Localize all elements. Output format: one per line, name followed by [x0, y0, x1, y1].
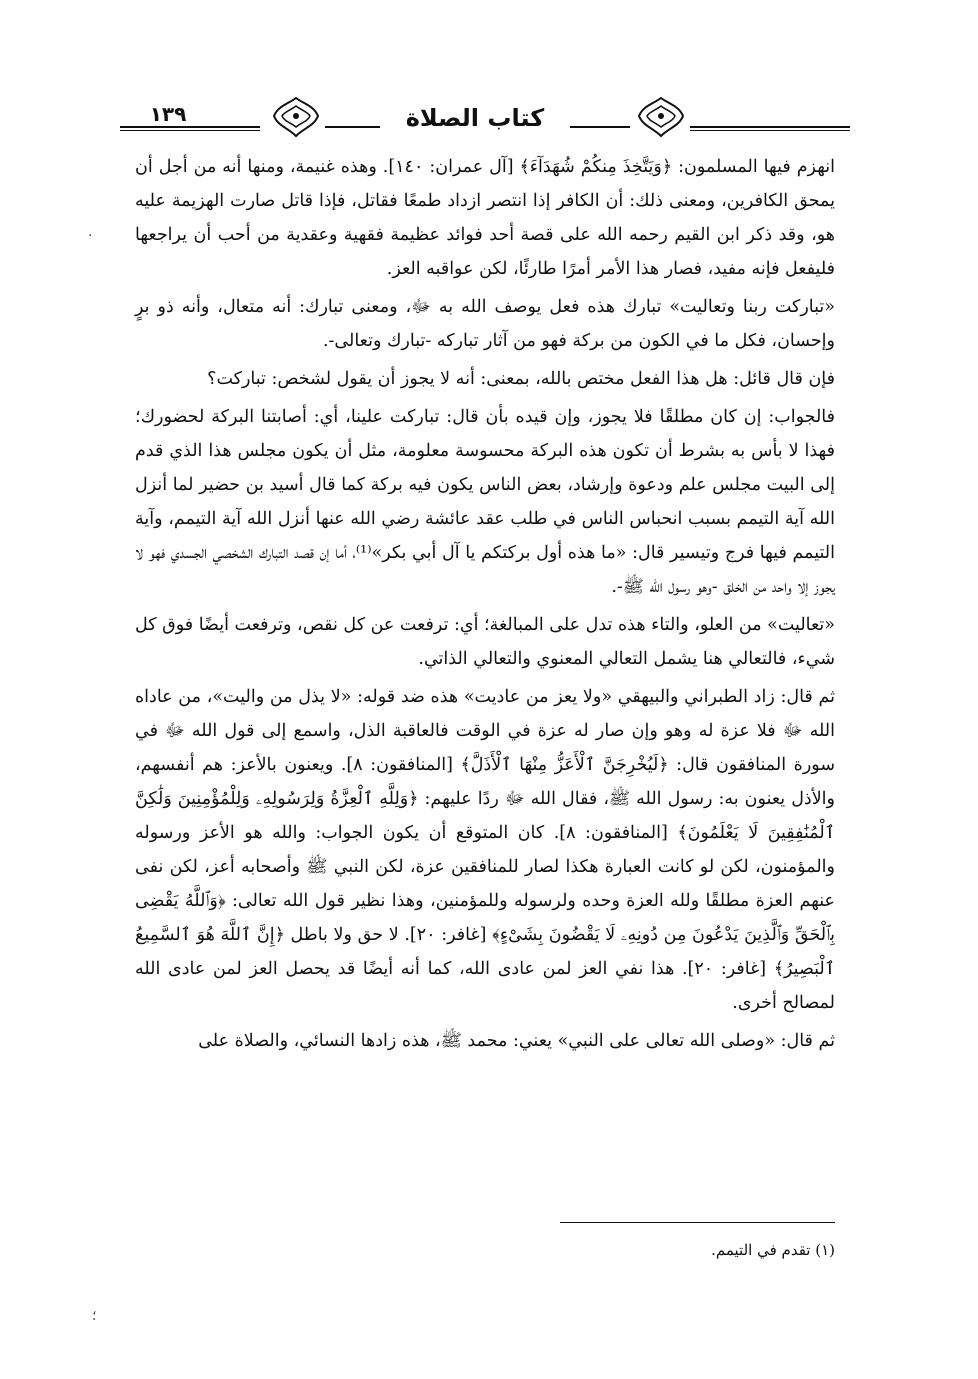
footnote: (١) تقدم في التيمم.	[711, 1241, 835, 1259]
header-rule-left	[120, 126, 260, 128]
header-rule-mid-left	[325, 126, 380, 128]
header-rule-left-thin	[120, 130, 260, 131]
margin-mark-top: ·	[88, 228, 93, 244]
ornament-right-icon	[635, 94, 687, 140]
header-rule-right	[690, 126, 850, 128]
book-title: كتاب الصلاة	[405, 104, 545, 132]
paragraph: ثم قال: زاد الطبراني والبيهقي «ولا يعز من عاديت» هذه ضد قوله: «لا يذل من واليت»، من عاداه الله ﷻ فلا عزة له وهو وإن صار له عزة في الوقت فالعاقبة الذل، واسمع إلى قول الله ﷻ في سورة المنافقون قال: ﴿لَيُخْرِجَنَّ ٱلْأَعَزُّ مِنْهَا ٱلْأَذَلَّ﴾ [المنافقون: ٨]. ويعنون بالأعز: هم أنفسهم، والأذل يعنون به: رسول الله ﷺ، فقال الله ﷻ ردًا عليهم: ﴿وَلِلَّهِ ٱلْعِزَّةُ وَلِرَسُولِهِۦ وَلِلْمُؤْمِنِينَ وَلَٰكِنَّ ٱلْمُنَٰفِقِينَ لَا يَعْلَمُونَ﴾ [المنافقون: ٨]. كان المتوقع أن يكون الجواب: والله هو الأعز ورسوله والمؤمنون، لكن لو كانت العبارة هكذا لصار للمنافقين عزة، لكن النبي ﷺ وأصحابه أعز، لكن نفى عنهم العزة مطلقًا ولله العزة وحده ولرسوله وللمؤمنين، وهذا نظير قول الله تعالى: ﴿وَٱللَّهُ يَقْضِى بِٱلْحَقِّ وَٱلَّذِينَ يَدْعُونَ مِن دُونِهِۦ لَا يَقْضُونَ بِشَىْءٍ﴾ [غافر: ٢٠]. لا حق ولا باطل ﴿إِنَّ ٱللَّهَ هُوَ ٱلسَّمِيعُ ٱلْبَصِيرُ﴾ [غافر: ٢٠]. هذا نفي العز لمن عادى الله، كما أنه أيضًا قد يحصل العز لمن عادى الله لمصالح أخرى.	[135, 687, 835, 1013]
paragraph: انهزم فيها المسلمون: ﴿وَيَتَّخِذَ مِنكُمْ شُهَدَآءَ﴾ [آل عمران: ١٤٠]. وهذه غنيمة، ومنها أنه من أجل أن يمحق الكافرين، ومعنى ذلك: أن الكافر إذا انتصر ازداد طمعًا فقاتل، فإذا قاتل صارت الهزيمة عليه هو، وقد ذكر ابن القيم رحمه الله على قصة أحد فوائد عظيمة فقهية وعقدية من أحب أن يراجعها فليفعل فإنه مفيد، فصار هذا الأمر أمرًا طارئًا، لكن عواقبه العز.	[135, 157, 835, 279]
ornament-left-icon	[270, 94, 322, 140]
header-rule-right-thin	[690, 130, 850, 131]
paragraph: «تباركت ربنا وتعاليت» تبارك هذه فعل يوصف الله به ﷻ، ومعنى تبارك: أنه متعال، وأنه ذو برٍ وإحسان، فكل ما في الكون من بركة فهو من آثار تباركه -تبارك وتعالى-.	[135, 297, 835, 351]
paragraph: فالجواب: إن كان مطلقًا فلا يجوز، وإن قيده بأن قال: تباركت علينا، أي: أصابتنا البركة لحضورك؛ فهذا لا بأس به بشرط أن تكون هذه البركة محسوسة معلومة، مثل أن يكون مجلس هذا الذي قدم إلى البيت مجلس علم ودعوة وإرشاد، بعض الناس يكون فيه بركة كما قال أسيد بن حضير لما أنزل الله آية التيمم بسبب انحباس الناس في طلب عقد عائشة رضي الله عنها أنزل الله آية التيمم، وآية التيمم فيها فرج وتيسير قال: «ما هذه أول بركتكم يا آل أبي بكر»⁽¹⁾، أما إن قصد التبارك الشخصي الجسدي فهو لا يجوز إلا واحد من الخلق -وهو رسول الله ﷺ-.	[135, 407, 835, 597]
header-rule-mid-right	[570, 126, 630, 128]
margin-mark-bottom: ؛	[92, 1308, 97, 1324]
paragraph: «تعاليت» من العلو، والتاء هذه تدل على المبالغة؛ أي: ترفعت عن كل نقص، وترفعت أيضًا فوق كل شيء، فالتعالي هنا يشمل التعالي المعنوي والتعالي الذاتي.	[135, 615, 835, 669]
paragraph: ثم قال: «وصلى الله تعالى على النبي» يعني: محمد ﷺ، هذه زادها النسائي، والصلاة على	[198, 1031, 835, 1051]
main-text	[135, 150, 835, 1062]
paragraph: فإن قال قائل: هل هذا الفعل مختص بالله، بمعنى: أنه لا يجوز أن يقول لشخص: تباركت؟	[207, 369, 835, 389]
page-number: ١٣٩	[149, 102, 187, 126]
footnote-separator	[560, 1222, 835, 1223]
page-header	[120, 92, 850, 148]
